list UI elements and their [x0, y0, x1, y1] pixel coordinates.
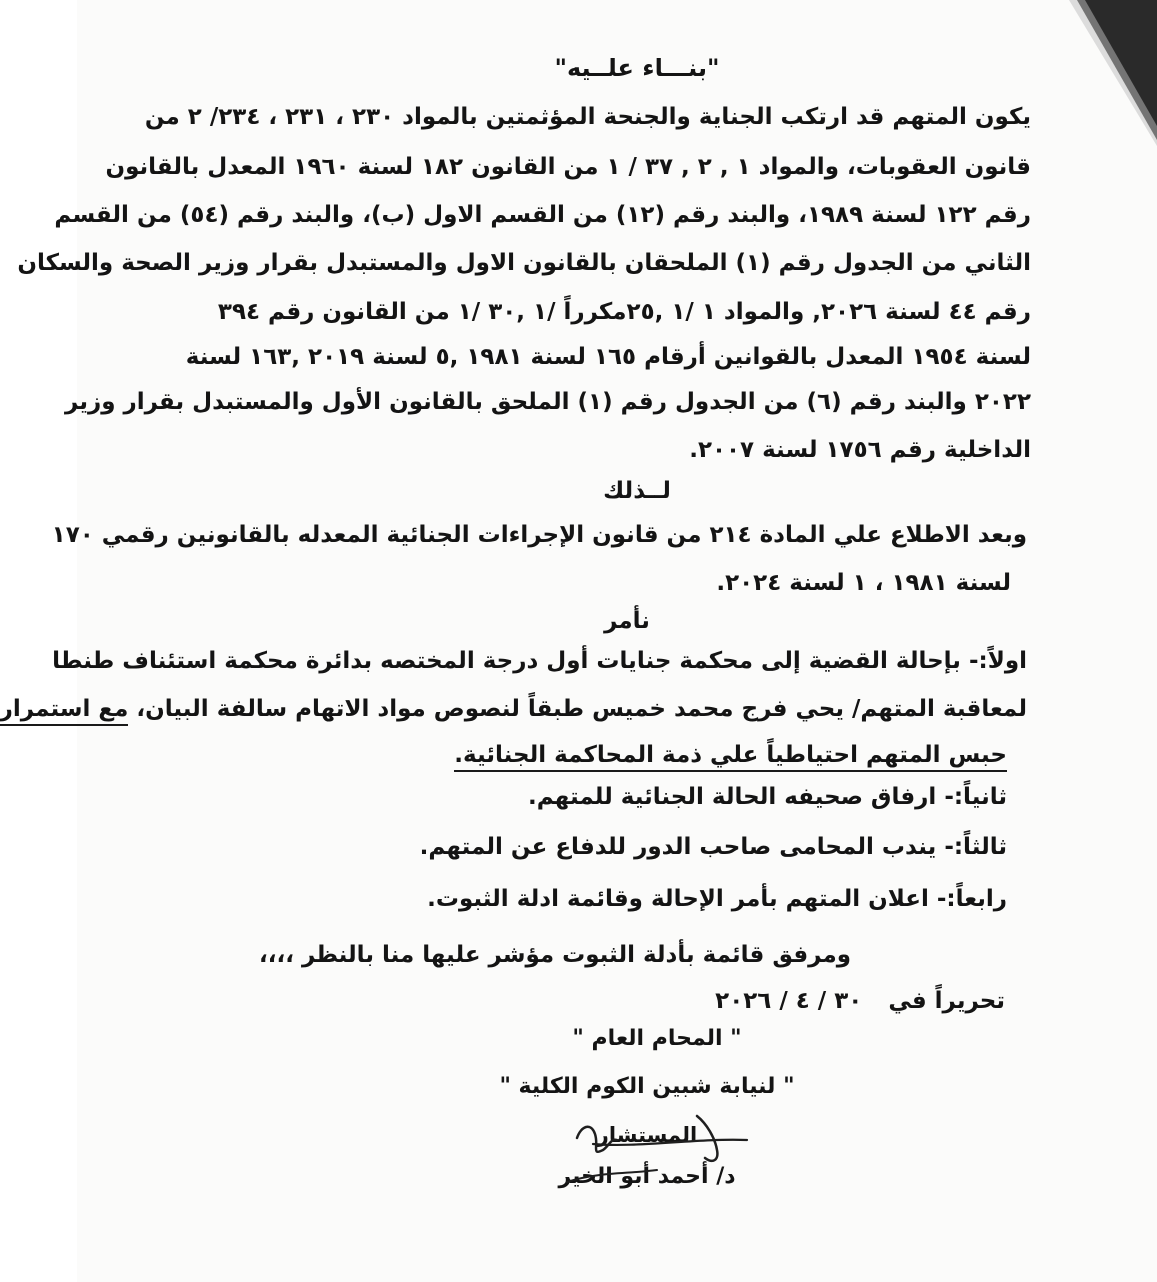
order-second: ثانياً:- ارفاق صحيفه الحالة الجنائية للمتهم.	[528, 784, 1007, 810]
order-first-line-1: اولاً:- بإحالة القضية إلى محكمة جنايات أول درجة المختصه بدائرة محكمة استئناف طنطا	[52, 648, 1027, 674]
body-line-6: لسنة ١٩٥٤ المعدل بالقوانين أرقام ١٦٥ لسنة ١٩٨١ ,٥ لسنة ٢٠١٩ ,١٦٣ لسنة	[185, 344, 1031, 370]
prosecution-office: " لنيابة شبين الكوم الكلية "	[499, 1074, 795, 1099]
order-fourth: رابعاً:- اعلان المتهم بأمر الإحالة وقائمة ادلة الثبوت.	[427, 886, 1007, 912]
signatory-name: د/ أحمد أبو الخير	[558, 1164, 736, 1189]
section-heading-therefore-basis: "بنـــاء علــيه"	[554, 54, 720, 82]
body-line-5: رقم ٤٤ لسنة ٢٠٢٦, والمواد ١ /١ ,٢٥مكرراً /١ ,٣٠ /١ من القانون رقم ٣٩٤	[217, 299, 1031, 325]
issue-date-label: تحريراً في	[888, 988, 1005, 1014]
body-line-3: رقم ١٢٢ لسنة ١٩٨٩، والبند رقم (١٢) من القسم الاول (ب)، والبند رقم (٥٤) من القسم	[54, 202, 1031, 228]
handwritten-signature	[547, 1108, 767, 1198]
order-first-continuation-underlined: مع استمرار	[0, 696, 128, 726]
review-line-2: لسنة ١٩٨١ ، ١ لسنة ٢٠٢٤.	[716, 570, 1011, 596]
section-heading-we-order: نأمر	[604, 608, 650, 634]
body-line-7: ٢٠٢٢ والبند رقم (٦) من الجدول رقم (١) الملحق بالقانون الأول والمستبدل بقرار وزير	[65, 389, 1031, 415]
issue-date-value: ٣٠ / ٤ / ٢٠٢٦	[715, 988, 863, 1014]
body-line-2: قانون العقوبات، والمواد ١ , ٢ , ٣٧ / ١ من القانون ١٨٢ لسنة ١٩٦٠ المعدل بالقانون	[105, 154, 1031, 180]
counselor-label: المستشار	[596, 1123, 698, 1147]
order-first-line-2	[0, 692, 1027, 726]
order-first-line-2-text: لمعاقبة المتهم/ يحي فرج محمد خميس طبقاً لنصوص مواد الاتهام سالفة البيان،	[136, 696, 1027, 722]
order-first-line-3	[454, 738, 1007, 772]
signatory-title: " المحام العام "	[572, 1026, 742, 1051]
detention-clause-underlined: حبس المتهم احتياطياً علي ذمة المحاكمة الجنائية.	[454, 742, 1007, 772]
review-line-1: وبعد الاطلاع علي المادة ٢١٤ من قانون الإجراءات الجنائية المعدله بالقانونين رقمي ١٧٠	[51, 522, 1027, 548]
body-line-8: الداخلية رقم ١٧٥٦ لسنة ٢٠٠٧.	[689, 437, 1031, 463]
body-line-4: الثاني من الجدول رقم (١) الملحقان بالقانون الاول والمستبدل بقرار وزير الصحة والسكان	[17, 250, 1031, 276]
attachment-note: ومرفق قائمة بأدلة الثبوت مؤشر عليها منا بالنظر ،،،،	[258, 942, 851, 968]
order-third: ثالثاً:- يندب المحامى صاحب الدور للدفاع عن المتهم.	[419, 834, 1007, 860]
section-heading-therefore: لــذلك	[603, 478, 671, 504]
body-line-1: يكون المتهم قد ارتكب الجناية والجنحة المؤثمتين بالمواد ٢٣٠ ، ٢٣١ ، ٢٣٤/ ٢ من	[144, 104, 1031, 130]
issue-date	[715, 984, 1005, 1018]
